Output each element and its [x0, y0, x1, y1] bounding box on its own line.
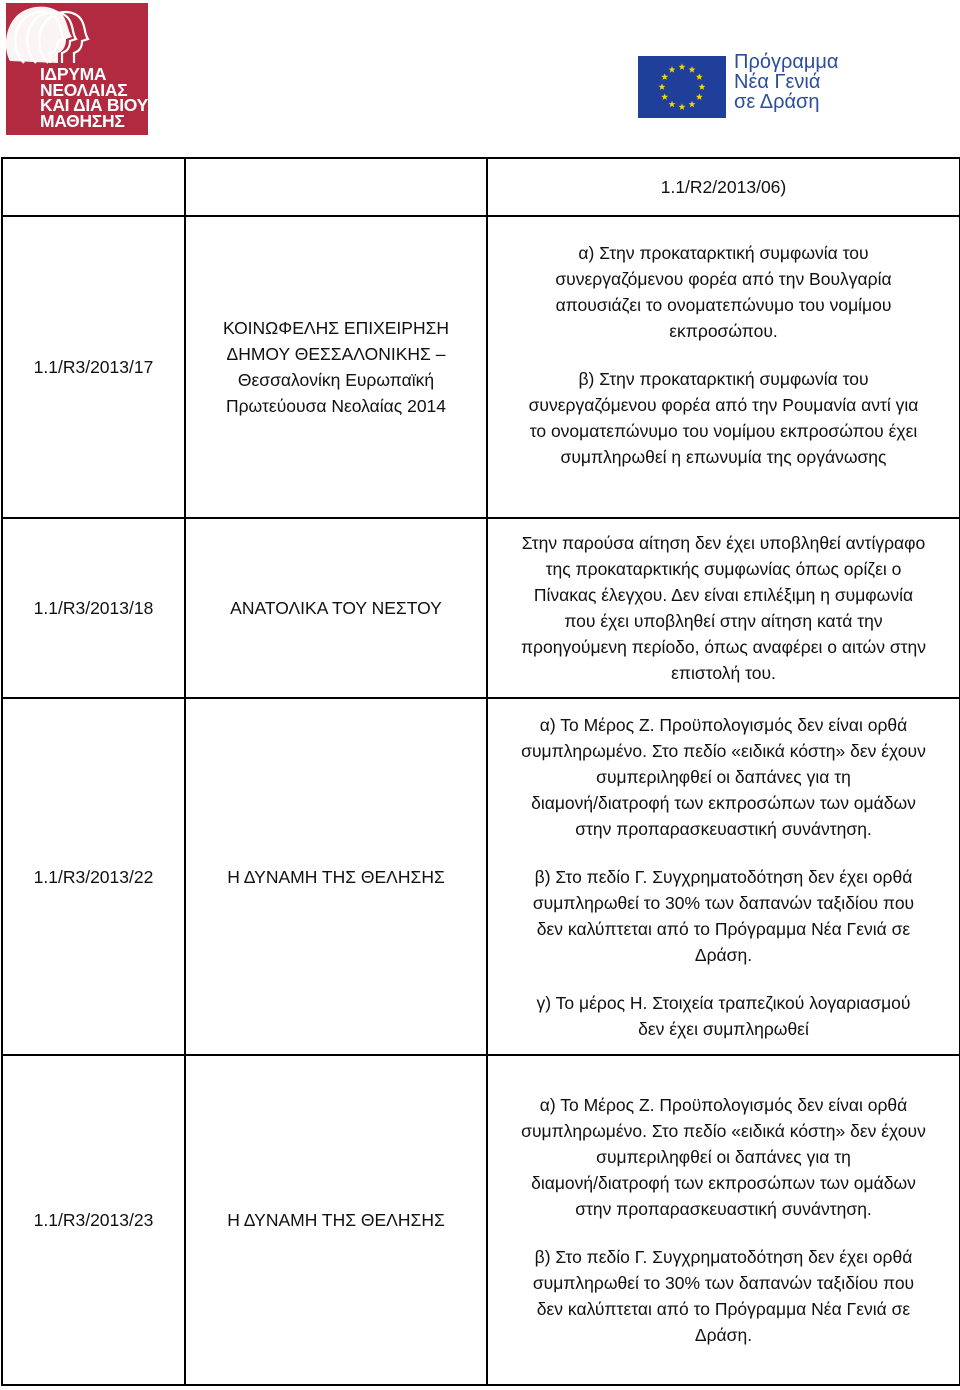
note-paragraph: [492, 1092, 955, 1222]
notes-cell: [487, 518, 960, 698]
name-line: ΑΝΑΤΟΛΙΚΑ ΤΟΥ ΝΕΣΤΟΥ: [230, 598, 442, 618]
name-cell: [185, 698, 487, 1055]
name-line: Πρωτεύουσα Νεολαίας 2014: [225, 396, 447, 416]
table-row: [2, 518, 960, 698]
note-line: α) Στην προκαταρκτική συμφωνία του: [578, 243, 869, 263]
note-line: συμπληρωθεί το 30% των δαπανών ταξιδίου που: [532, 1273, 915, 1293]
code-cell: 1.1/R3/2013/23: [2, 1055, 185, 1385]
note-paragraph: [492, 240, 955, 344]
note-paragraph: [492, 366, 955, 470]
note-line: διαμονή/διατροφή των εκπροσώπων των ομάδων: [531, 1173, 916, 1193]
name-line: Θεσσαλονίκη Ευρωπαϊκή: [237, 370, 435, 390]
note-line: Δράση.: [694, 1325, 753, 1345]
note-line: συμπληρωμένο. Στο πεδίο «ειδικά κόστη» δεν έχουν: [521, 740, 926, 761]
code-cell: 1.1/R3/2013/17: [2, 216, 185, 518]
note-line: συμπεριληφθεί οι δαπάνες για τη: [596, 766, 851, 787]
note-line: β) Στο πεδίο Γ. Συγχρηματοδότηση δεν έχει ορθά: [534, 1247, 913, 1267]
note-line: στην προπαρασκευαστική συνάντηση.: [575, 1199, 872, 1219]
programme-logo-line: Νέα Γενιά: [734, 71, 821, 93]
note-line: Δράση.: [694, 944, 753, 965]
applications-table: [1, 157, 960, 1386]
name-cell: [185, 216, 487, 518]
note-line: δεν καλύπτεται από το Πρόγραμμα Νέα Γενιά σε: [536, 1299, 911, 1319]
note-line: α) Το Μέρος Ζ. Προϋπολογισμός δεν είναι ορθά: [539, 1095, 908, 1115]
note-line: το ονοματεπώνυμο του νομίμου εκπροσώπου έχει: [529, 421, 918, 441]
name-line: Η ΔΥΝΑΜΗ ΤΗΣ ΘΕΛΗΣΗΣ: [227, 1210, 445, 1230]
note-line: γ) Το μέρος Η. Στοιχεία τραπεζικού λογαριασμού: [536, 992, 911, 1013]
notes-cell: [487, 216, 960, 518]
note-paragraph: [492, 712, 955, 842]
note-line: α) Το Μέρος Ζ. Προϋπολογισμός δεν είναι ορθά: [539, 714, 908, 735]
name-cell: [185, 1055, 487, 1385]
notes-cell: [487, 698, 960, 1055]
code-cell: 1.1/R3/2013/22: [2, 698, 185, 1055]
note-line: της προκαταρκτικής συμφωνίας όπως ορίζει ο: [545, 559, 902, 579]
table-row: [2, 216, 960, 518]
table-row: [2, 158, 960, 216]
programme-logo-line: Πρόγραμμα: [734, 51, 839, 73]
note-line: συμπληρωθεί η επωνυμία της οργάνωσης: [560, 447, 887, 467]
name-cell: [185, 518, 487, 698]
note-line: διαμονή/διατροφή των εκπροσώπων των ομάδων: [531, 792, 916, 813]
note-line: συνεργαζόμενου φορέα από την Ρουμανία αντί για: [528, 395, 919, 415]
note-paragraph: [492, 1244, 955, 1348]
code-cell: [2, 158, 185, 216]
note-line: που έχει υποβληθεί στην αίτηση κατά την: [564, 611, 883, 631]
note-line: απουσιάζει το ονοματεπώνυμο του νομίμου: [555, 295, 892, 315]
name-line: Η ΔΥΝΑΜΗ ΤΗΣ ΘΕΛΗΣΗΣ: [227, 866, 445, 887]
note-line: δεν καλύπτεται από το Πρόγραμμα Νέα Γενιά σε: [536, 918, 911, 939]
note-paragraph: [492, 530, 955, 686]
foundation-logo-line: ΝΕΟΛΑΙΑΣ: [40, 79, 128, 100]
notes-cell: [487, 158, 960, 216]
profile-heads-icon: [6, 3, 148, 73]
note-line: εκπροσώπου.: [669, 321, 778, 341]
note-line: στην προπαρασκευαστική συνάντηση.: [575, 818, 872, 839]
table-row: [2, 698, 960, 1055]
name-line: ΔΗΜΟΥ ΘΕΣΣΑΛΟΝΙΚΗΣ –: [226, 344, 446, 364]
note-line: δεν έχει συμπληρωθεί: [638, 1018, 809, 1039]
note-line: 1.1/R2/2013/06): [660, 177, 787, 197]
table-row: [2, 1055, 960, 1385]
programme-logo-line: σε Δράση: [734, 91, 820, 113]
foundation-logo-line: ΜΑΘΗΣΗΣ: [40, 110, 125, 131]
note-line: προηγούμενη περίοδο, όπως αναφέρει ο αιτών στην: [520, 637, 927, 657]
foundation-logo-line: ΙΔΡΥΜΑ: [40, 64, 107, 84]
note-line: επιστολή του.: [671, 663, 776, 683]
foundation-logo-line: ΚΑΙ ΔΙΑ ΒΙΟΥ: [40, 95, 148, 115]
name-line: ΚΟΙΝΩΦΕΛΗΣ ΕΠΙΧΕΙΡΗΣΗ: [222, 318, 450, 338]
name-cell: [185, 158, 487, 216]
note-line: συμπληρωθεί το 30% των δαπανών ταξιδίου που: [532, 892, 915, 913]
note-line: συμπληρωμένο. Στο πεδίο «ειδικά κόστη» δεν έχουν: [521, 1121, 926, 1141]
note-paragraph: [492, 990, 955, 1042]
note-line: β) Στην προκαταρκτική συμφωνία του: [578, 369, 869, 389]
eu-flag-icon: [638, 56, 726, 118]
note-line: Στην παρούσα αίτηση δεν έχει υποβληθεί αντίγραφο: [521, 533, 926, 553]
note-paragraph: [492, 864, 955, 968]
note-line: συνεργαζόμενου φορέα από την Βουλγαρία: [555, 269, 892, 289]
note-line: Πίνακας έλεγχου. Δεν είναι επιλέξιμη η συμφωνία: [533, 585, 914, 605]
note-paragraph: [492, 174, 955, 200]
foundation-logo: [6, 3, 148, 135]
programme-logo: [638, 52, 848, 122]
note-line: συμπεριληφθεί οι δαπάνες για τη: [596, 1147, 851, 1167]
note-line: β) Στο πεδίο Γ. Συγχρηματοδότηση δεν έχει ορθά: [534, 866, 913, 887]
code-cell: 1.1/R3/2013/18: [2, 518, 185, 698]
notes-cell: [487, 1055, 960, 1385]
